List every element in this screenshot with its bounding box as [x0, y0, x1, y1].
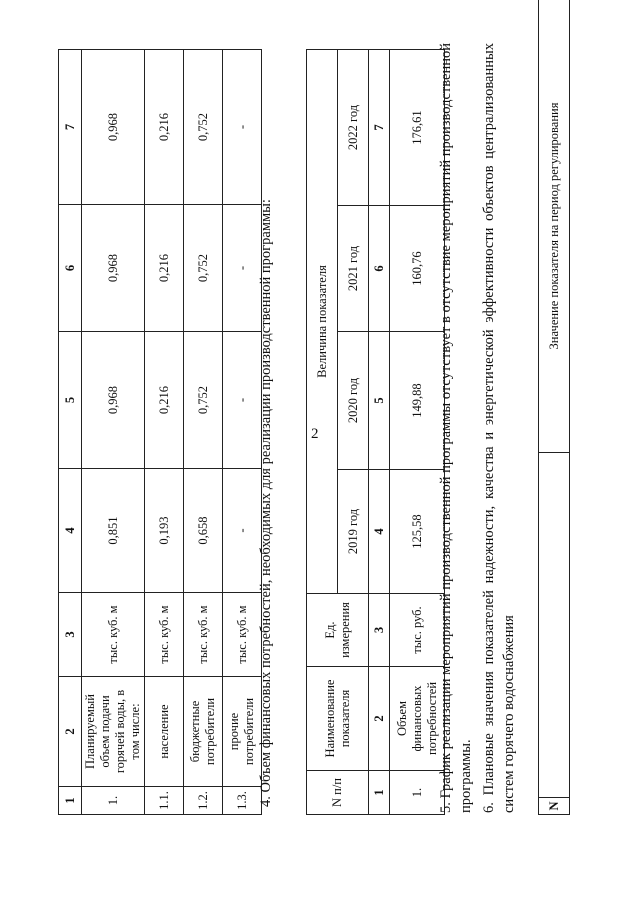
table-cell: 6	[369, 206, 390, 332]
table-cell: 0,752	[184, 332, 223, 469]
table-header-row	[539, 0, 570, 815]
financial-needs-table	[306, 49, 445, 815]
table-cell: 0,752	[184, 205, 223, 332]
table-cell: 0,851	[82, 469, 145, 593]
table-cell: 0,193	[145, 469, 184, 593]
hot-water-volume-table	[58, 49, 262, 815]
year-header: 2022 год	[338, 50, 369, 206]
col-value-header: Значение показателя на период регулирования	[539, 0, 570, 453]
year-header: 2020 год	[338, 332, 369, 470]
table-cell: 0,216	[145, 205, 184, 332]
table-cell: 0,968	[82, 332, 145, 469]
table-row	[184, 50, 223, 815]
table-cell: Объем финансовых потребностей	[390, 667, 445, 771]
table-cell: -	[223, 469, 262, 593]
table-cell: Планируемый объем подачи горячей воды, в том числе:	[82, 677, 145, 787]
table-row	[223, 50, 262, 815]
table-cell: 0,658	[184, 469, 223, 593]
year-header: 2021 год	[338, 206, 369, 332]
table-cell: 125,58	[390, 470, 445, 594]
table-header-row	[59, 50, 82, 815]
table-cell: 5	[369, 332, 390, 470]
table-cell: прочие потребители	[223, 677, 262, 787]
table-cell: -	[223, 332, 262, 469]
col-value-header: Величина показателя	[307, 50, 338, 594]
table-cell: 160,76	[390, 206, 445, 332]
table-cell: 1.1.	[145, 787, 184, 815]
table-cell: 0,968	[82, 205, 145, 332]
table-cell: 2	[369, 667, 390, 771]
table-cell: -	[223, 50, 262, 205]
col-n-header: N	[539, 798, 570, 815]
table-cell: тыс. куб. м	[223, 593, 262, 677]
table-cell: 149,88	[390, 332, 445, 470]
section-4-heading: 4. Объем финансовых потребностей, необходимых для реализации производственной программы:	[258, 199, 274, 807]
table-cell: 7	[59, 50, 82, 205]
table-row	[145, 50, 184, 815]
table-cell: 1	[369, 771, 390, 815]
table-cell: 7	[369, 50, 390, 206]
table-cell: 1.3.	[223, 787, 262, 815]
table-cell: тыс. куб. м	[145, 593, 184, 677]
table-row	[82, 50, 145, 815]
table-cell: 6	[59, 205, 82, 332]
col-unit-header: Ед. измерения	[307, 594, 369, 667]
table-cell: 0,216	[145, 332, 184, 469]
table-cell: 5	[59, 332, 82, 469]
table-cell: -	[223, 205, 262, 332]
table-cell	[539, 453, 570, 798]
page-number: 2	[311, 426, 319, 442]
year-header: 2019 год	[338, 470, 369, 594]
table-cell: 176,61	[390, 50, 445, 206]
table-number-row	[369, 50, 390, 815]
table-cell: население	[145, 677, 184, 787]
table-cell: бюджетные потребители	[184, 677, 223, 787]
table-cell: 4	[369, 470, 390, 594]
reliability-indicators-table	[538, 0, 570, 815]
table-cell: тыс. куб. м	[184, 593, 223, 677]
table-cell: 1.2.	[184, 787, 223, 815]
table-cell: 0,752	[184, 50, 223, 205]
table-cell: 1	[59, 787, 82, 815]
col-name-header: Наименование показателя	[307, 667, 369, 771]
table-cell: 1.	[82, 787, 145, 815]
table-cell: 0,968	[82, 50, 145, 205]
table-cell: 2	[59, 677, 82, 787]
section-5-text: 5. График реализации мероприятий производственной программы отсутствует в отсутствие мероприятий производственной программы.	[438, 43, 474, 813]
table-cell: 3	[369, 594, 390, 667]
table-cell: 0,216	[145, 50, 184, 205]
col-num-header: N п/п	[307, 771, 369, 815]
table-header-row	[307, 50, 338, 815]
table-cell: тыс. куб. м	[82, 593, 145, 677]
table-cell: 3	[59, 593, 82, 677]
table-cell: тыс. руб.	[390, 594, 445, 667]
section-6-text: 6. Плановые значения показателей надежности, качества и энергетической эффективности объектов централизованных систем горячего водоснабжения	[481, 43, 517, 813]
table-cell: 1.	[390, 771, 445, 815]
table-cell: 4	[59, 469, 82, 593]
